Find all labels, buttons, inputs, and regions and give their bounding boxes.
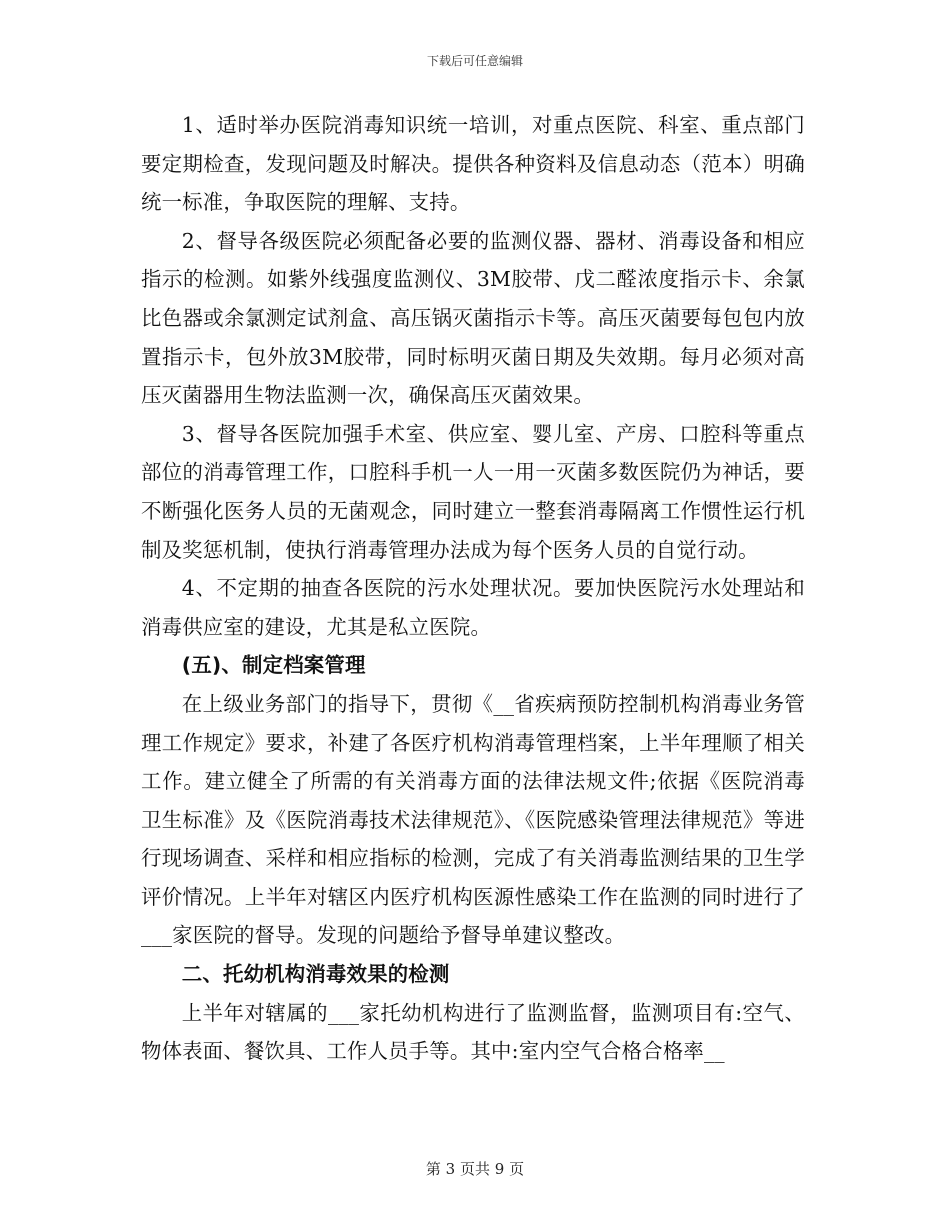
document-body [141,106,805,1071]
paragraph-training: 1、适时举办医院消毒知识统一培训，对重点医院、科室、重点部门要定期检查，发现问题及时解决。提供各种资料及信息动态（范本）明确统一标准，争取医院的理解、支持。 [141,113,805,215]
paragraph-sewage: 4、不定期的抽查各医院的污水处理状况。要加快医院污水处理站和消毒供应室的建设，尤其是私立医院。 [141,576,805,639]
section-heading-archives: (五)、制定档案管理 [181,653,366,678]
paragraph-archives: 在上级业务部门的指导下，贯彻《__省疾病预防控制机构消毒业务管理工作规定》要求，补建了各医疗机构消毒管理档案，上半年理顺了相关工作。建立健全了所需的有关消毒方面的法律法规文件;依据《医院消毒卫生标准》及《医院消毒技术法律规范》、《医院感染管理法律规范》等进行现场调查、采样和相应指标的检测，完成了有关消毒监测结果的卫生学评价情况。上半年对辖区内医疗机构医源性感染工作在监测的同时进行了___家医院的督导。发现的问题给予督导单建议整改。 [141,691,805,948]
paragraph-key-departments: 3、督导各医院加强手术室、供应室、婴儿室、产房、口腔科等重点部位的消毒管理工作，口腔科手机一人一用一灭菌多数医院仍为神话，要不断强化医务人员的无菌观念，同时建立一整套消毒隔离工作惯性运行机制及奖惩机制，使执行消毒管理办法成为每个医务人员的自觉行动。 [141,421,805,562]
page-header: 下载后可任意编辑 [426,54,523,68]
page-footer: 第 3 页共 9 页 [425,1160,525,1178]
section-heading-kindergarten: 二、托幼机构消毒效果的检测 [181,962,450,987]
paragraph-equipment: 2、督导各级医院必须配备必要的监测仪器、器材、消毒设备和相应指示的检测。如紫外线强度监测仪、3M胶带、戊二醛浓度指示卡、余氯比色器或余氯测定试剂盒、高压锅灭菌指示卡等。高压灭菌要每包包内放置指示卡，包外放3M胶带，同时标明灭菌日期及失效期。每月必须对高压灭菌器用生物法监测一次，确保高压灭菌效果。 [141,228,805,408]
paragraph-kindergarten: 上半年对辖属的___家托幼机构进行了监测监督，监测项目有:空气、物体表面、餐饮具、工作人员手等。其中:室内空气合格合格率__ [141,1000,805,1064]
